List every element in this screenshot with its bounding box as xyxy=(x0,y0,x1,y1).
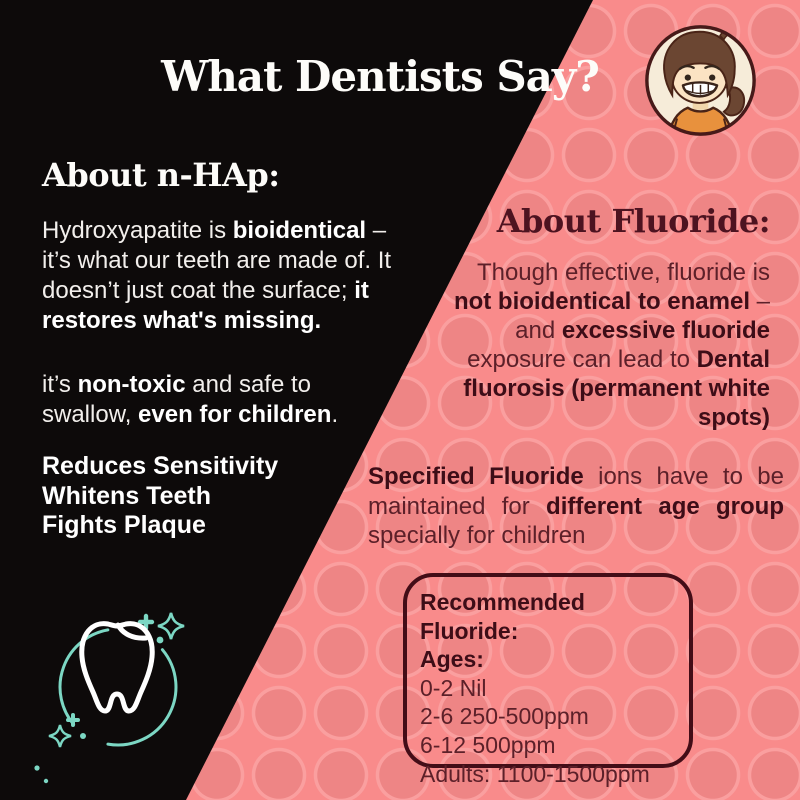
recommended-fluoride-box xyxy=(403,573,693,787)
box-line: 0-2 Nil xyxy=(420,674,487,701)
page-title: What Dentists Say? xyxy=(161,52,599,101)
box-line: 2-6 250-500ppm xyxy=(420,703,589,730)
nhap-paragraph-2: it’s non-toxic and safe to swallow, even for children. xyxy=(42,371,339,428)
box-line: Recommended Fluoride: xyxy=(420,589,585,644)
nhap-paragraph-1: Hydroxyapatite is bioidentical – it’s what our teeth are made of. It doesn’t just coat the surface; it restores what's missing. xyxy=(42,217,392,334)
benefits-list: Reduces Sensitivity Whitens Teeth Fights Plaque xyxy=(42,452,279,539)
sparkle-decorations xyxy=(49,613,184,747)
box-line: Adults: 1100-1500ppm xyxy=(420,760,650,787)
tooth-sparkle-icon xyxy=(30,593,208,788)
fluoride-paragraph-1: Though effective, fluoride is not bioidentical to enamel – and excessive fluoride exposure can lead to Dental fluorosis (permanent white spots) xyxy=(453,259,770,431)
fluoride-paragraph-2 xyxy=(368,462,784,551)
left-section-heading: About n-HAp: xyxy=(42,156,280,194)
paragraph-line: maintained for different age group xyxy=(368,492,784,520)
paragraph-line: specially for children xyxy=(368,522,586,549)
girl-avatar xyxy=(642,22,759,139)
paragraph-line: Specified Fluoride ions have to be xyxy=(368,463,784,490)
box-line: 6-12 500ppm xyxy=(420,731,556,758)
box-line: Ages: xyxy=(420,646,484,673)
right-section-heading: About Fluoride: xyxy=(496,202,770,240)
